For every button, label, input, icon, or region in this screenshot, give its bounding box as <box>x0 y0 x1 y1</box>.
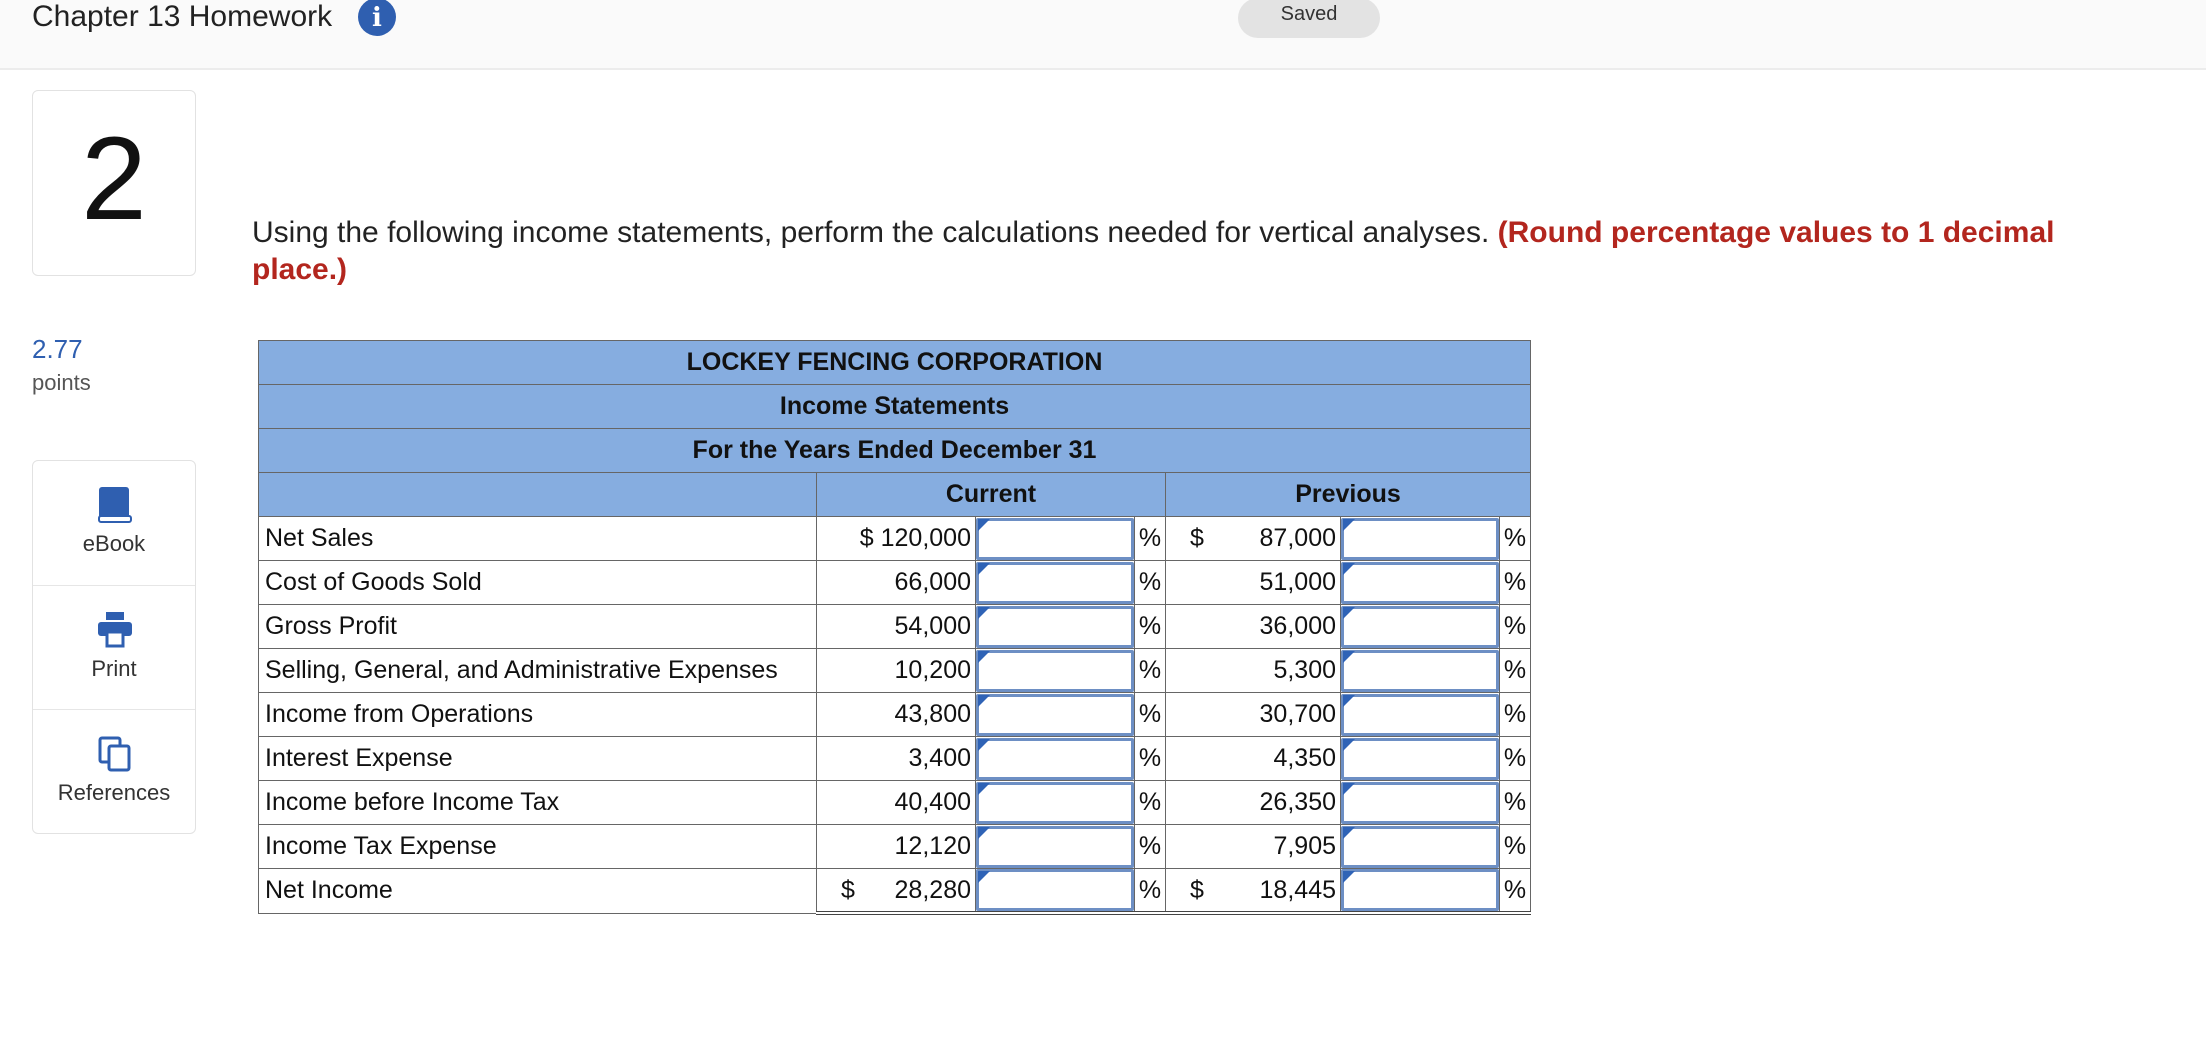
current-amount-value: 66,000 <box>894 568 971 596</box>
previous-amount <box>1166 605 1341 649</box>
printer-icon <box>96 610 134 650</box>
statement-title: Income Statements <box>259 385 1531 429</box>
row-label: Net Income <box>259 869 817 914</box>
statement-period: For the Years Ended December 31 <box>259 429 1531 473</box>
previous-amount <box>1166 825 1341 869</box>
question-prompt <box>252 214 2152 288</box>
previous-amount <box>1166 781 1341 825</box>
percent-sign: % <box>1135 869 1166 914</box>
previous-amount <box>1166 649 1341 693</box>
current-amount-value: 43,800 <box>894 700 971 728</box>
tools-panel <box>32 460 196 834</box>
percent-sign: % <box>1500 561 1531 605</box>
previous-amount <box>1166 869 1341 914</box>
previous-amount <box>1166 517 1341 561</box>
percent-sign: % <box>1135 693 1166 737</box>
previous-percent-input[interactable] <box>1341 738 1499 780</box>
current-percent-input[interactable] <box>976 738 1134 780</box>
current-amount-value: 3,400 <box>908 744 971 772</box>
previous-amount-value: 51,000 <box>1259 568 1336 596</box>
points-label: points <box>32 370 91 395</box>
current-amount-value: 28,280 <box>894 875 971 904</box>
currency-symbol: $ <box>1190 524 1204 552</box>
row-label: Interest Expense <box>259 737 817 781</box>
current-percent-cell <box>976 517 1135 561</box>
current-percent-input[interactable] <box>976 782 1134 824</box>
previous-percent-input[interactable] <box>1341 694 1499 736</box>
percent-sign: % <box>1500 781 1531 825</box>
row-label: Selling, General, and Administrative Expenses <box>259 649 817 693</box>
question-number: 2 <box>81 113 147 245</box>
statement-row <box>259 825 1531 869</box>
previous-percent-cell <box>1341 517 1500 561</box>
previous-amount-value: 18,445 <box>1259 875 1336 904</box>
rounding-note: (Round percentage values to 1 decimal place.) <box>252 216 2055 286</box>
row-label: Income from Operations <box>259 693 817 737</box>
current-amount <box>817 561 976 605</box>
current-percent-cell <box>976 869 1135 914</box>
prompt-text: Using the following income statements, perform the calculations needed for vertical analyses. <box>252 216 1490 249</box>
previous-percent-cell <box>1341 781 1500 825</box>
references-label: References <box>57 780 171 805</box>
statement-row <box>259 649 1531 693</box>
ebook-label: eBook <box>82 531 146 556</box>
print-button[interactable] <box>33 585 195 709</box>
current-amount <box>817 649 976 693</box>
previous-percent-input[interactable] <box>1341 606 1499 648</box>
top-bar <box>0 0 2206 70</box>
percent-sign: % <box>1135 649 1166 693</box>
percent-sign: % <box>1135 561 1166 605</box>
question-number-card <box>32 90 196 276</box>
book-icon <box>96 485 134 525</box>
previous-amount-value: 5,300 <box>1273 656 1336 684</box>
info-icon[interactable]: i <box>358 0 396 36</box>
percent-sign: % <box>1135 605 1166 649</box>
previous-percent-cell <box>1341 649 1500 693</box>
statement-row <box>259 869 1531 914</box>
current-amount <box>817 869 976 914</box>
print-label: Print <box>91 656 137 681</box>
row-label: Income before Income Tax <box>259 781 817 825</box>
assignment-title: Chapter 13 Homework <box>32 0 333 33</box>
previous-amount-value: 87,000 <box>1259 524 1336 552</box>
previous-amount <box>1166 737 1341 781</box>
row-label: Gross Profit <box>259 605 817 649</box>
company-name: LOCKEY FENCING CORPORATION <box>259 341 1531 385</box>
currency-symbol: $ <box>1190 875 1204 904</box>
current-amount-value: 54,000 <box>894 612 971 640</box>
previous-amount-value: 36,000 <box>1259 612 1336 640</box>
row-label: Net Sales <box>259 517 817 561</box>
previous-amount-value: 30,700 <box>1259 700 1336 728</box>
statement-row <box>259 781 1531 825</box>
statement-row <box>259 561 1531 605</box>
current-percent-cell <box>976 693 1135 737</box>
current-percent-input[interactable] <box>976 650 1134 692</box>
ebook-button[interactable] <box>33 461 195 584</box>
previous-percent-cell <box>1341 693 1500 737</box>
previous-percent-input[interactable] <box>1341 562 1499 604</box>
current-amount-value: 40,400 <box>894 788 971 816</box>
current-percent-input[interactable] <box>976 694 1134 736</box>
statement-row <box>259 517 1531 561</box>
previous-percent-cell <box>1341 561 1500 605</box>
points-value: 2.77 <box>32 334 83 364</box>
current-amount <box>817 781 976 825</box>
income-statement-table <box>258 340 1531 915</box>
current-percent-cell <box>976 605 1135 649</box>
previous-amount-value: 7,905 <box>1273 832 1336 860</box>
previous-percent-cell <box>1341 869 1500 914</box>
previous-percent-input[interactable] <box>1341 650 1499 692</box>
current-percent-input[interactable] <box>976 826 1134 868</box>
current-percent-cell <box>976 781 1135 825</box>
row-label: Cost of Goods Sold <box>259 561 817 605</box>
previous-percent-cell <box>1341 825 1500 869</box>
previous-percent-cell <box>1341 605 1500 649</box>
percent-sign: % <box>1500 825 1531 869</box>
column-header-blank <box>259 473 817 517</box>
current-amount <box>817 605 976 649</box>
percent-sign: % <box>1135 781 1166 825</box>
previous-amount <box>1166 693 1341 737</box>
percent-sign: % <box>1135 825 1166 869</box>
current-amount-value: 120,000 <box>880 524 971 552</box>
column-header-current: Current <box>817 473 1166 517</box>
current-amount <box>817 693 976 737</box>
percent-sign: % <box>1500 869 1531 914</box>
copy-icon <box>96 734 134 774</box>
current-amount-value: 12,120 <box>894 832 971 860</box>
current-percent-input[interactable] <box>976 606 1134 648</box>
references-button[interactable] <box>33 709 195 833</box>
previous-amount-value: 4,350 <box>1273 744 1336 772</box>
previous-amount <box>1166 561 1341 605</box>
row-label: Income Tax Expense <box>259 825 817 869</box>
previous-percent-input[interactable] <box>1341 826 1499 868</box>
statement-row <box>259 693 1531 737</box>
statement-row <box>259 737 1531 781</box>
saved-status-badge: Saved <box>1238 0 1380 38</box>
current-amount-value: 10,200 <box>894 656 971 684</box>
currency-symbol: $ <box>841 875 855 904</box>
current-percent-cell <box>976 825 1135 869</box>
percent-sign: % <box>1135 737 1166 781</box>
current-percent-cell <box>976 561 1135 605</box>
previous-percent-input[interactable] <box>1341 518 1499 560</box>
current-amount <box>817 517 976 561</box>
current-percent-cell <box>976 649 1135 693</box>
percent-sign: % <box>1500 605 1531 649</box>
current-percent-cell <box>976 737 1135 781</box>
previous-percent-input[interactable] <box>1341 782 1499 824</box>
column-header-previous: Previous <box>1166 473 1531 517</box>
current-percent-input[interactable] <box>976 562 1134 604</box>
percent-sign: % <box>1135 517 1166 561</box>
percent-sign: % <box>1500 737 1531 781</box>
current-percent-input[interactable] <box>976 518 1134 560</box>
statement-row <box>259 605 1531 649</box>
current-amount <box>817 825 976 869</box>
previous-amount-value: 26,350 <box>1259 788 1336 816</box>
percent-sign: % <box>1500 649 1531 693</box>
current-percent-input[interactable] <box>976 869 1134 911</box>
percent-sign: % <box>1500 693 1531 737</box>
previous-percent-cell <box>1341 737 1500 781</box>
previous-percent-input[interactable] <box>1341 869 1499 911</box>
percent-sign: % <box>1500 517 1531 561</box>
current-amount <box>817 737 976 781</box>
currency-symbol: $ <box>859 524 874 552</box>
